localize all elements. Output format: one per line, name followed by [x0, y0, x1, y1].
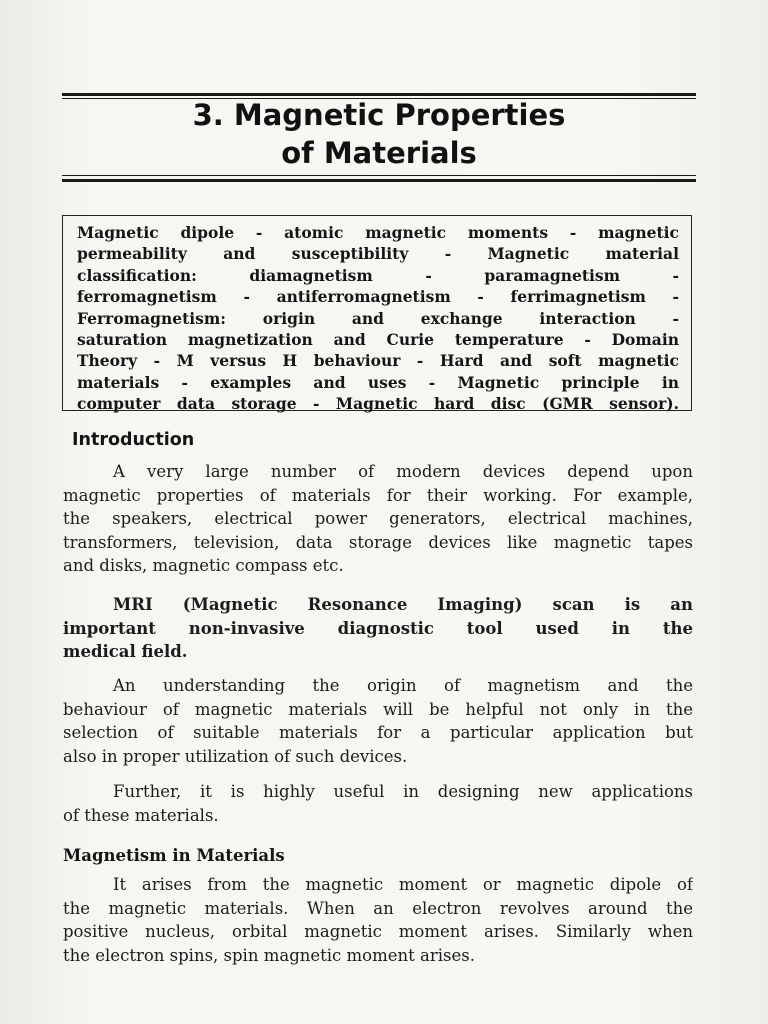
paragraph-line: the electron spins, spin magnetic moment arises. [63, 945, 475, 965]
paragraph-line: Further, it is highly useful in designing new applications [113, 782, 693, 801]
syllabus-line: classification: diamagnetism - paramagnetism - [77, 265, 679, 285]
paragraph-line: behaviour of magnetic materials will be helpful not only in the [63, 699, 693, 719]
syllabus-line: permeability and susceptibility - Magnetic material [77, 244, 679, 264]
paragraph-line: of these materials. [63, 805, 219, 825]
paragraph-line: important non-invasive diagnostic tool used in the [63, 618, 693, 638]
syllabus-line: saturation magnetization and Curie temperature - Domain [77, 330, 679, 350]
syllabus-line: ferromagnetism - antiferromagnetism - ferrimagnetism - [77, 287, 679, 307]
chapter-title-line1: 3. Magnetic Properties [192, 98, 566, 132]
chapter-title [62, 96, 696, 172]
paragraph-line: the speakers, electrical power generators, electrical machines, [63, 509, 693, 529]
title-bottom-rule [62, 179, 696, 182]
syllabus-line: computer data storage - Magnetic hard disc (GMR sensor). [77, 394, 679, 414]
introduction-paragraph-2 [63, 593, 693, 664]
paragraph-line: also in proper utilization of such devices. [63, 746, 408, 766]
syllabus-line: materials - examples and uses - Magnetic principle in [77, 372, 679, 392]
introduction-paragraph-4 [63, 780, 693, 827]
paragraph-line: It arises from the magnetic moment or magnetic dipole of [113, 875, 693, 894]
paragraph-line: magnetic properties of materials for their working. For example, [63, 485, 693, 505]
paragraph-line: medical field. [63, 642, 188, 662]
syllabus-line: Ferromagnetism: origin and exchange interaction - [77, 308, 679, 328]
paragraph-line: MRI (Magnetic Resonance Imaging) scan is an [113, 595, 693, 614]
magnetism-heading: Magnetism in Materials [63, 846, 285, 865]
introduction-paragraph-3 [63, 674, 693, 768]
introduction-heading: Introduction [72, 430, 195, 450]
introduction-paragraph-1 [63, 460, 693, 578]
title-bottom-rule-thin [62, 175, 696, 176]
syllabus-line: Magnetic dipole - atomic magnetic moments - magnetic [77, 223, 679, 242]
chapter-title-line2: of Materials [281, 136, 477, 170]
paragraph-line: selection of suitable materials for a particular application but [63, 723, 693, 743]
syllabus-line: Theory - M versus H behaviour - Hard and soft magnetic [77, 351, 679, 371]
magnetism-paragraph-1 [63, 873, 693, 967]
paragraph-line: the magnetic materials. When an electron revolves around the [63, 898, 693, 918]
paragraph-line: A very large number of modern devices depend upon [113, 462, 693, 481]
paragraph-line: positive nucleus, orbital magnetic moment arises. Similarly when [63, 922, 693, 942]
paragraph-line: An understanding the origin of magnetism and the [113, 676, 693, 695]
paragraph-line: and disks, magnetic compass etc. [63, 556, 344, 576]
paragraph-line: transformers, television, data storage devices like magnetic tapes [63, 532, 693, 552]
syllabus-box [62, 215, 692, 414]
